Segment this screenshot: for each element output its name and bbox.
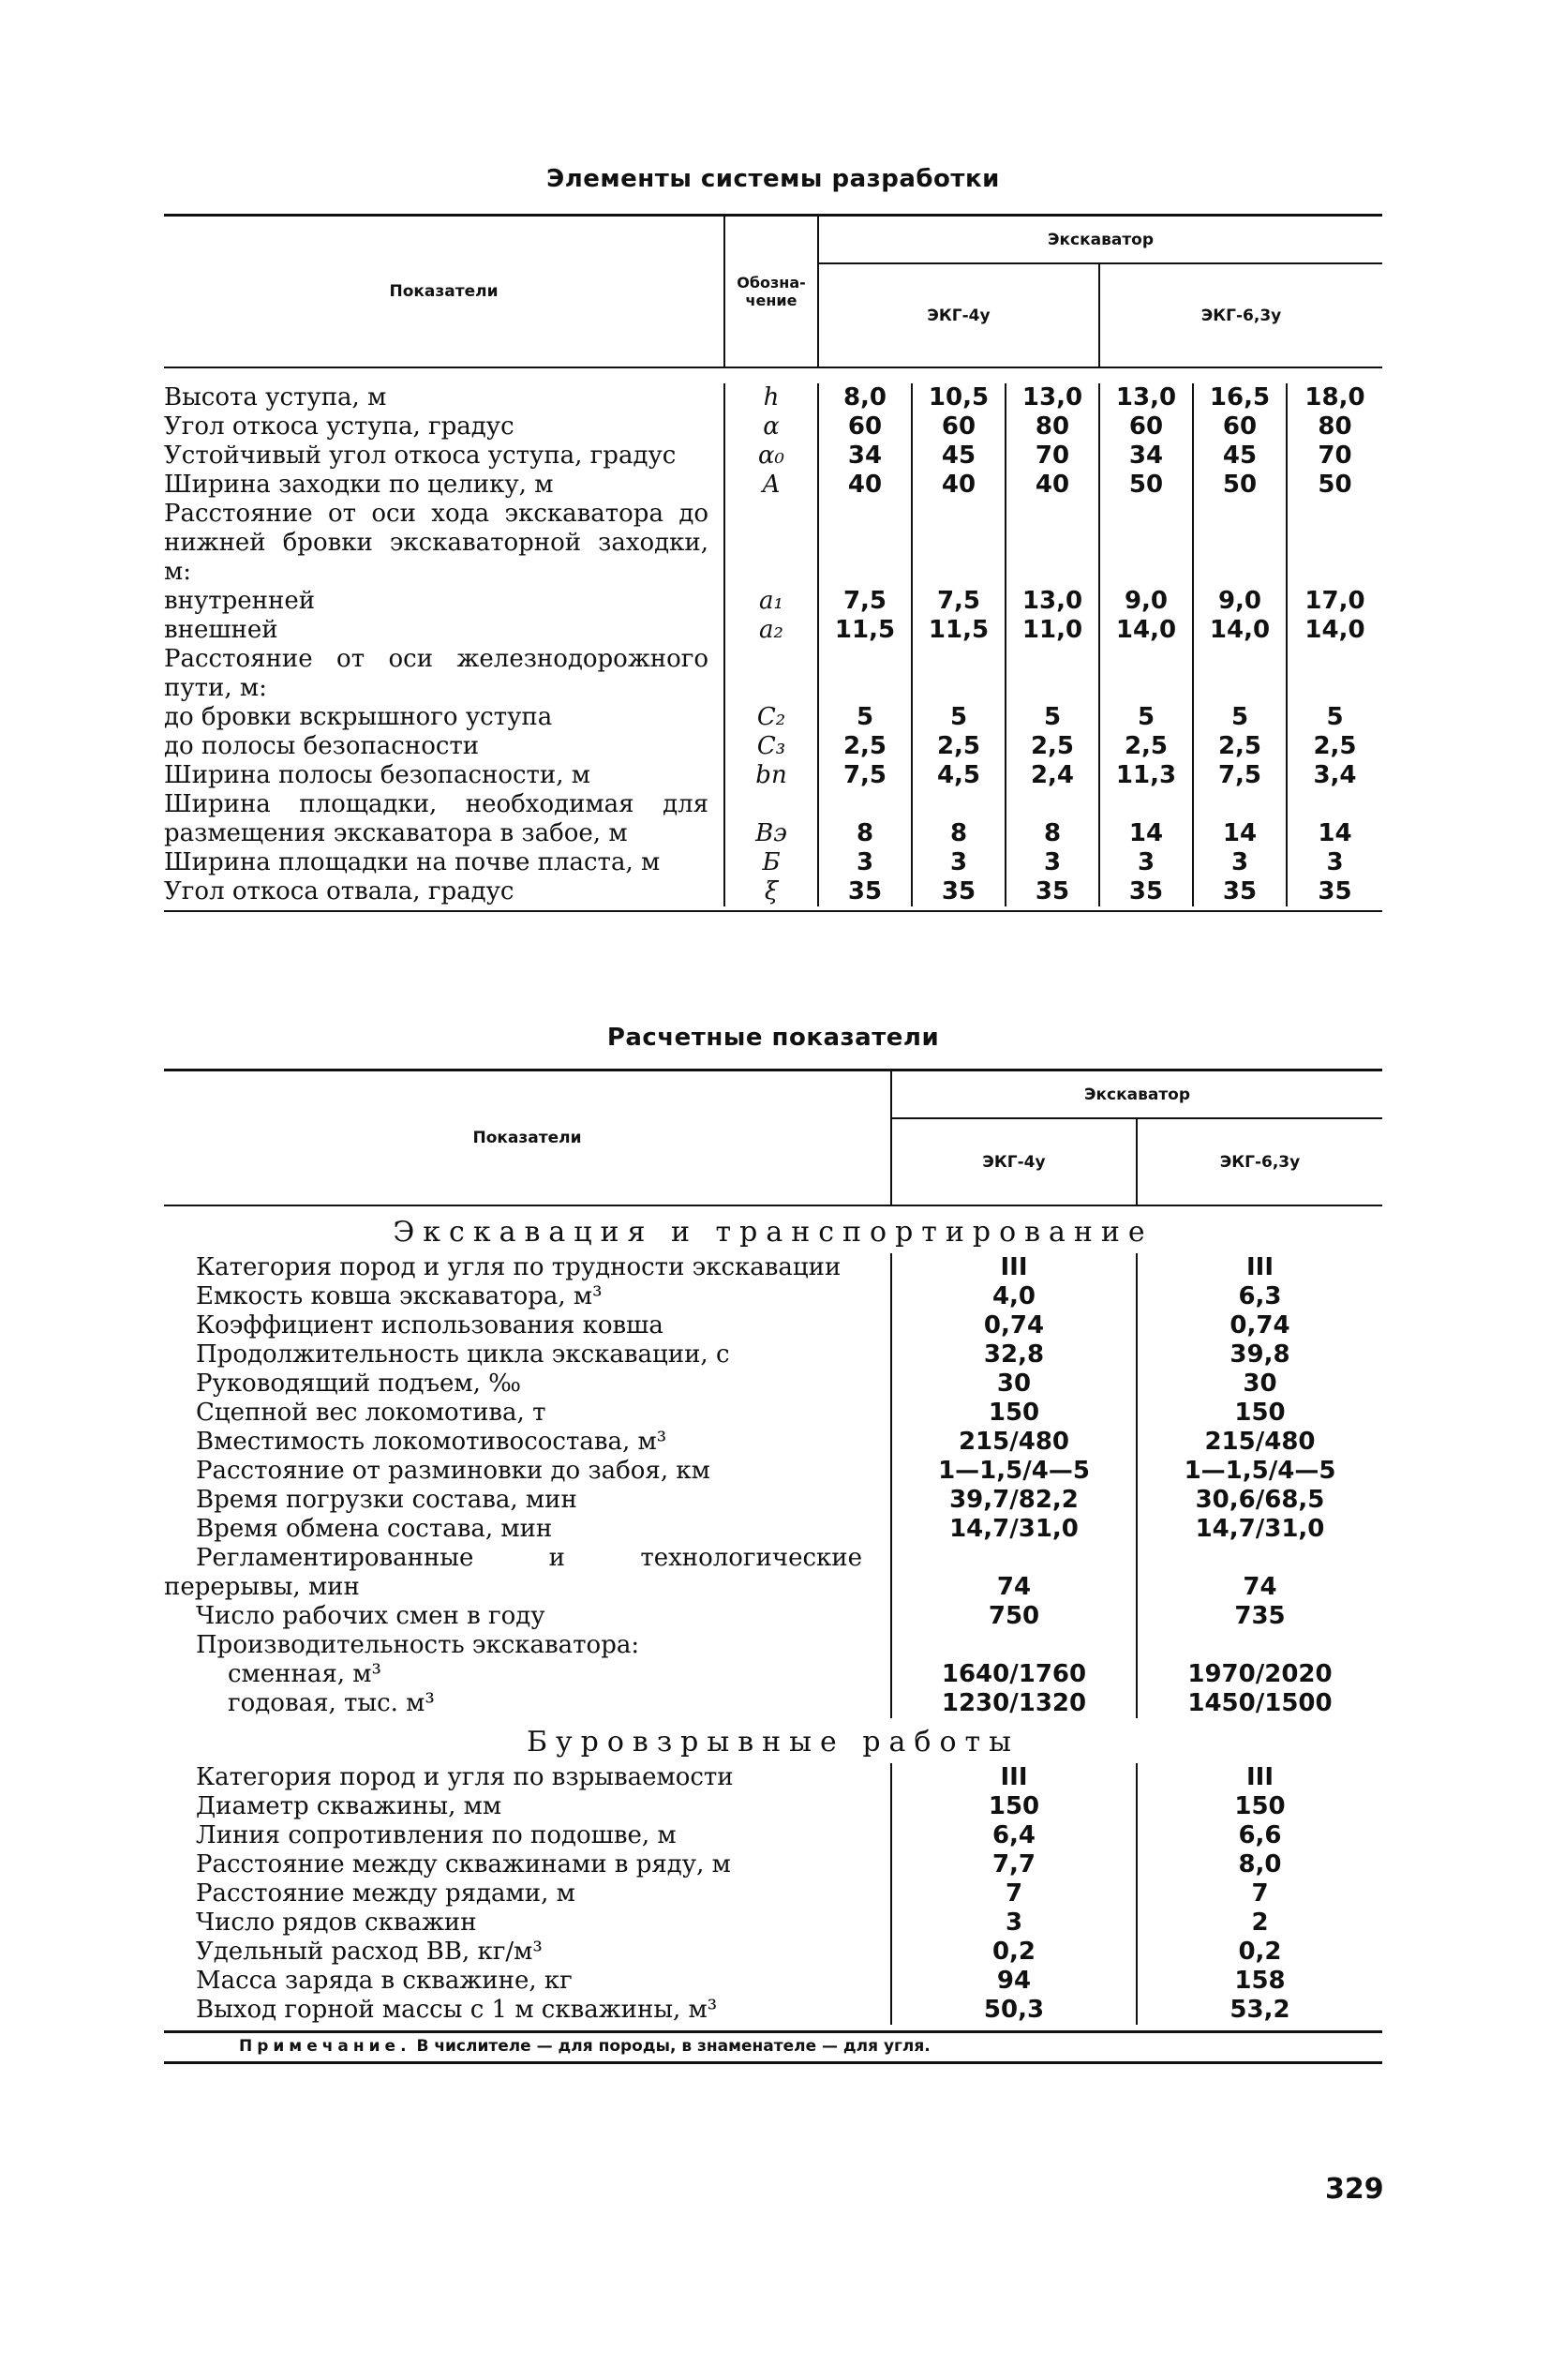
table1-row-label: Расстояние от оси хода экскаватора до нижней бровки экскаваторной заходки, м: <box>164 500 708 586</box>
table2-cell-b: 7 <box>1137 1879 1382 1908</box>
table1-cell: 50 <box>1193 471 1287 500</box>
table2-cell-a: 4,0 <box>891 1282 1137 1311</box>
table2-cell-b: 215/480 <box>1137 1428 1382 1457</box>
table2-row <box>164 1850 1382 1879</box>
section-title: Буровзрывные работы <box>526 1726 1021 1759</box>
table1-cell: 60 <box>1193 412 1287 442</box>
table1-cell: 9,0 <box>1193 587 1287 616</box>
table1-cell: 35 <box>1099 877 1193 906</box>
table2-cell-b: 0,2 <box>1137 1938 1382 1967</box>
table1-row-label: Расстояние от оси железнодорожного пути, м: <box>164 645 708 702</box>
table2-row <box>164 1967 1382 1996</box>
table1-cell: 40 <box>818 471 912 500</box>
table1-header-ekg4: ЭКГ-4у <box>818 263 1099 367</box>
table2-row-label: Линия сопротивления по подошве, м <box>196 1821 677 1849</box>
table1-cell: 7,5 <box>1193 761 1287 790</box>
table2-row-label: Число рядов скважин <box>196 1908 477 1937</box>
table2-row-label: Масса заряда в скважине, кг <box>196 1967 573 1995</box>
table2-note <box>164 2033 1382 2056</box>
table2-row-label: Категория пород и угля по взрываемости <box>196 1763 734 1791</box>
table1-header-designation: Обозна-чение <box>724 217 818 367</box>
table2-row-label: Расстояние между скважинами в ряду, м <box>196 1850 731 1879</box>
table1-cell: 2,5 <box>1193 732 1287 761</box>
table1-cell: 4,5 <box>912 761 1006 790</box>
table1-row-label: Ширина заходки по целику, м <box>164 471 554 499</box>
table1-cell: 17,0 <box>1287 587 1382 616</box>
table2-cell-a: 1—1,5/4—5 <box>891 1457 1137 1486</box>
table2-row <box>164 1821 1382 1850</box>
table2-row <box>164 1311 1382 1340</box>
table2-row <box>164 1763 1382 1792</box>
note-text: В числителе — для породы, в знаменателе — для угля. <box>416 2037 931 2056</box>
table1-row-label: до полосы безопасности <box>164 732 480 760</box>
table2-cell-a: 7 <box>891 1879 1137 1908</box>
table1-row <box>164 877 1382 906</box>
table2-cell-b: 39,8 <box>1137 1340 1382 1370</box>
table2-cell-b: 735 <box>1137 1602 1382 1631</box>
table2-cell-a: 215/480 <box>891 1428 1137 1457</box>
table2-row <box>164 1544 1382 1602</box>
table1-row-label: до бровки вскрышного уступа <box>164 703 553 731</box>
table2-row <box>164 1399 1382 1428</box>
table2-cell-b: 6,6 <box>1137 1821 1382 1850</box>
table2-row-label: Время обмена состава, мин <box>196 1515 553 1543</box>
table1-cell: 2,5 <box>1006 732 1099 761</box>
table1-row <box>164 412 1382 442</box>
table2-row <box>164 1253 1382 1282</box>
table2-row <box>164 1370 1382 1399</box>
table2-header-ekg63: ЭКГ-6,3у <box>1137 1118 1382 1205</box>
table2-row <box>164 1515 1382 1544</box>
section-table <box>164 1763 1382 2025</box>
table2-cell-a: III <box>891 1253 1137 1282</box>
table2-row <box>164 1340 1382 1370</box>
table1-cell: 80 <box>1287 412 1382 442</box>
table1-row-symbol: a₁ <box>724 587 818 616</box>
table1-row-symbol: A <box>724 471 818 500</box>
table2-cell-b: 74 <box>1137 1544 1382 1602</box>
table1-row <box>164 442 1382 471</box>
table1-cell: 16,5 <box>1193 383 1287 412</box>
table2-row-label: Емкость ковша экскаватора, м³ <box>196 1282 603 1310</box>
table1-cell: 11,0 <box>1006 616 1099 645</box>
table1-row <box>164 500 1382 587</box>
table1-cell: 3 <box>1287 848 1382 877</box>
table1-cell: 18,0 <box>1287 383 1382 412</box>
table1-row-label: Ширина полосы безопасности, м <box>164 761 591 789</box>
table1-cell: 3,4 <box>1287 761 1382 790</box>
table1-cell: 14,0 <box>1287 616 1382 645</box>
table1-cell <box>1006 645 1099 703</box>
table2-row-label: сменная, м³ <box>228 1660 381 1688</box>
table1-row-label: Угол откоса уступа, градус <box>164 412 514 441</box>
table1-cell: 11,3 <box>1099 761 1193 790</box>
table2-cell-a: 94 <box>891 1967 1137 1996</box>
table1-row-symbol <box>724 645 818 703</box>
table2-cell-a: 150 <box>891 1399 1137 1428</box>
table2-row <box>164 1996 1382 2025</box>
table2-cell-b: 150 <box>1137 1399 1382 1428</box>
table1-header-ekg63: ЭКГ-6,3у <box>1099 263 1382 367</box>
table1-cell: 8 <box>912 790 1006 848</box>
table1-cell: 10,5 <box>912 383 1006 412</box>
table1-cell <box>912 645 1006 703</box>
table2-cell-a: 150 <box>891 1792 1137 1821</box>
table2-cell-b: 150 <box>1137 1792 1382 1821</box>
table2-cell-b: 8,0 <box>1137 1850 1382 1879</box>
table2-row-label: Руководящий подъем, ‰ <box>196 1370 522 1398</box>
table2-row-label: Число рабочих смен в году <box>196 1602 545 1630</box>
table1-body <box>164 383 1382 906</box>
table2-row <box>164 1908 1382 1938</box>
table2-cell-a: 1230/1320 <box>891 1689 1137 1718</box>
table1-row <box>164 732 1382 761</box>
table1-cell: 14,0 <box>1099 616 1193 645</box>
table1-cell: 35 <box>1287 877 1382 906</box>
table1-row <box>164 645 1382 703</box>
table1-row <box>164 761 1382 790</box>
table2-row <box>164 1938 1382 1967</box>
table1-cell: 60 <box>1099 412 1193 442</box>
table1-cell: 70 <box>1287 442 1382 471</box>
table1-row-symbol: C₃ <box>724 732 818 761</box>
table2-row <box>164 1660 1382 1689</box>
table2-cell-b: III <box>1137 1253 1382 1282</box>
table1-cell: 7,5 <box>818 587 912 616</box>
table2-row <box>164 1792 1382 1821</box>
table1-row-symbol: Б <box>724 848 818 877</box>
table1-cell: 2,5 <box>818 732 912 761</box>
table1-row-symbol <box>724 500 818 587</box>
table1-cell: 5 <box>818 703 912 732</box>
table2-cell-a: 30 <box>891 1370 1137 1399</box>
table1-cell <box>912 500 1006 587</box>
table1-row <box>164 848 1382 877</box>
table1-row-label: Угол откоса отвала, градус <box>164 877 514 906</box>
table1-cell: 8,0 <box>818 383 912 412</box>
table2-cell-b: 30 <box>1137 1370 1382 1399</box>
table1-cell: 40 <box>912 471 1006 500</box>
table2-row-label: Расстояние между рядами, м <box>196 1879 575 1908</box>
table1-cell <box>1193 500 1287 587</box>
table2-row-label: Вместимость локомотивосостава, м³ <box>196 1428 667 1456</box>
table2-header-excavator: Экскаватор <box>891 1071 1382 1118</box>
table2-row-label: Коэффициент использования ковша <box>196 1311 663 1340</box>
table2-cell-a: 39,7/82,2 <box>891 1486 1137 1515</box>
table1-row-label: Ширина площадки на почве пласта, м <box>164 848 661 876</box>
table2-header-indicators: Показатели <box>472 1129 582 1147</box>
table1 <box>164 214 1382 912</box>
table2-row-label: Диаметр скважины, мм <box>196 1792 502 1820</box>
table2-cell-b: 30,6/68,5 <box>1137 1486 1382 1515</box>
table1-cell <box>1287 645 1382 703</box>
table1-cell: 13,0 <box>1006 587 1099 616</box>
table2-cell-b: 6,3 <box>1137 1282 1382 1311</box>
table1-cell: 13,0 <box>1006 383 1099 412</box>
table2-row <box>164 1428 1382 1457</box>
table2-cell-b <box>1137 1631 1382 1660</box>
table2-cell-b: 14,7/31,0 <box>1137 1515 1382 1544</box>
table2-header-ekg4: ЭКГ-4у <box>891 1118 1137 1205</box>
table1-row <box>164 703 1382 732</box>
table2-cell-b: 2 <box>1137 1908 1382 1938</box>
table1-cell: 2,5 <box>1287 732 1382 761</box>
table1-cell: 14 <box>1099 790 1193 848</box>
table2-cell-a: 14,7/31,0 <box>891 1515 1137 1544</box>
table1-row-symbol: α <box>724 412 818 442</box>
table2-cell-a: 7,7 <box>891 1850 1137 1879</box>
table2-cell-b: 1450/1500 <box>1137 1689 1382 1718</box>
table1-cell: 11,5 <box>818 616 912 645</box>
table1-cell: 50 <box>1099 471 1193 500</box>
table1-cell: 13,0 <box>1099 383 1193 412</box>
table1-row <box>164 587 1382 616</box>
table1-cell: 9,0 <box>1099 587 1193 616</box>
table1-row-symbol: C₂ <box>724 703 818 732</box>
table2-cell-a: 3 <box>891 1908 1137 1938</box>
table1-row-label: Устойчивый угол откоса уступа, градус <box>164 442 677 470</box>
table2-caption: Расчетные показатели <box>606 1024 940 1052</box>
table1-cell: 7,5 <box>912 587 1006 616</box>
table2-cell-b: 53,2 <box>1137 1996 1382 2025</box>
table2-row <box>164 1486 1382 1515</box>
table2-cell-a: 0,74 <box>891 1311 1137 1340</box>
table2-row <box>164 1602 1382 1631</box>
table2-cell-a: 6,4 <box>891 1821 1137 1850</box>
table1-cell: 3 <box>1099 848 1193 877</box>
table1-cell: 70 <box>1006 442 1099 471</box>
table1-cell: 7,5 <box>818 761 912 790</box>
table1-cell: 8 <box>1006 790 1099 848</box>
table1-row-symbol: a₂ <box>724 616 818 645</box>
table2-cell-a: III <box>891 1763 1137 1792</box>
table1-cell: 34 <box>818 442 912 471</box>
table1-cell: 40 <box>1006 471 1099 500</box>
table1-cell <box>1193 645 1287 703</box>
table1-cell: 3 <box>818 848 912 877</box>
table1-cell <box>818 645 912 703</box>
table2-row-label: Регламентированные и технологические перерывы, мин <box>164 1544 862 1601</box>
table1-cell: 8 <box>818 790 912 848</box>
table2-cell-a: 0,2 <box>891 1938 1137 1967</box>
table1-cell: 35 <box>818 877 912 906</box>
table2-row-label: Категория пород и угля по трудности экскавации <box>196 1253 842 1281</box>
table1-cell: 60 <box>818 412 912 442</box>
table1-cell: 11,5 <box>912 616 1006 645</box>
table1-row <box>164 790 1382 848</box>
table2-row-label: годовая, тыс. м³ <box>228 1689 435 1717</box>
table2-row <box>164 1689 1382 1718</box>
table1-cell <box>1099 500 1193 587</box>
table2-cell-b: 158 <box>1137 1967 1382 1996</box>
table1-row-label: внешней <box>164 616 278 644</box>
table2-cell-a: 750 <box>891 1602 1137 1631</box>
table2-row-label: Расстояние от разминовки до забоя, км <box>196 1457 710 1485</box>
table1-row <box>164 616 1382 645</box>
table1-row-symbol: Bэ <box>724 790 818 848</box>
table2-cell-a: 74 <box>891 1544 1137 1602</box>
table1-cell: 14,0 <box>1193 616 1287 645</box>
table1-cell: 45 <box>912 442 1006 471</box>
table2-cell-a: 50,3 <box>891 1996 1137 2025</box>
table1-cell: 2,4 <box>1006 761 1099 790</box>
table2-row-label: Выход горной массы с 1 м скважины, м³ <box>196 1996 718 2024</box>
section-title: Экскавация и транспортирование <box>393 1216 1154 1249</box>
table1-cell <box>818 500 912 587</box>
table1-header-indicators: Показатели <box>389 282 499 301</box>
table1-cell: 50 <box>1287 471 1382 500</box>
table1-cell: 45 <box>1193 442 1287 471</box>
table2-cell-b: 1970/2020 <box>1137 1660 1382 1689</box>
table1-row <box>164 383 1382 412</box>
table1-row-label: внутренней <box>164 587 316 615</box>
table2-row-label: Сцепной вес локомотива, т <box>196 1399 546 1427</box>
table1-cell: 5 <box>1099 703 1193 732</box>
table1-caption: Элементы системы разработки <box>546 165 1000 193</box>
table1-cell: 14 <box>1287 790 1382 848</box>
page-number: 329 <box>1325 2173 1384 2206</box>
table1-cell: 35 <box>912 877 1006 906</box>
table1-cell: 34 <box>1099 442 1193 471</box>
table1-cell <box>1006 500 1099 587</box>
table2 <box>164 1069 1382 2064</box>
table2-cell-b: 1—1,5/4—5 <box>1137 1457 1382 1486</box>
table2-row <box>164 1631 1382 1660</box>
table1-cell <box>1099 645 1193 703</box>
table2-row-label: Производительность экскаватора: <box>196 1631 640 1659</box>
table1-row-symbol: ξ <box>724 877 818 906</box>
table1-cell: 14 <box>1193 790 1287 848</box>
table1-header-excavator: Экскаватор <box>818 217 1382 263</box>
table1-row-symbol: α₀ <box>724 442 818 471</box>
table1-cell: 5 <box>1006 703 1099 732</box>
table2-row <box>164 1457 1382 1486</box>
table1-cell <box>1287 500 1382 587</box>
table1-cell: 2,5 <box>912 732 1006 761</box>
table2-row <box>164 1879 1382 1908</box>
table1-row <box>164 471 1382 500</box>
note-label: Примечание. <box>239 2037 411 2056</box>
table2-row-label: Удельный расход ВВ, кг/м³ <box>196 1938 543 1966</box>
table1-row-label: Ширина площадки, необходимая для размещения экскаватора в забое, м <box>164 790 708 847</box>
table1-cell: 5 <box>912 703 1006 732</box>
table2-cell-b: 0,74 <box>1137 1311 1382 1340</box>
table1-cell: 3 <box>1006 848 1099 877</box>
table2-row <box>164 1282 1382 1311</box>
table1-cell: 5 <box>1287 703 1382 732</box>
table1-cell: 5 <box>1193 703 1287 732</box>
table2-cell-b: III <box>1137 1763 1382 1792</box>
section-table <box>164 1253 1382 1718</box>
table1-cell: 35 <box>1193 877 1287 906</box>
table1-cell: 80 <box>1006 412 1099 442</box>
table1-cell: 3 <box>912 848 1006 877</box>
table1-cell: 60 <box>912 412 1006 442</box>
table1-row-symbol: bп <box>724 761 818 790</box>
table2-body <box>164 1212 1382 2025</box>
table2-cell-a: 1640/1760 <box>891 1660 1137 1689</box>
table2-cell-a: 32,8 <box>891 1340 1137 1370</box>
table2-row-label: Продолжительность цикла экскавации, с <box>196 1340 730 1369</box>
table1-row-symbol: h <box>724 383 818 412</box>
table2-cell-a <box>891 1631 1137 1660</box>
table2-row-label: Время погрузки состава, мин <box>196 1486 577 1514</box>
table1-row-label: Высота уступа, м <box>164 383 387 412</box>
table1-cell: 35 <box>1006 877 1099 906</box>
table1-cell: 2,5 <box>1099 732 1193 761</box>
table1-cell: 3 <box>1193 848 1287 877</box>
